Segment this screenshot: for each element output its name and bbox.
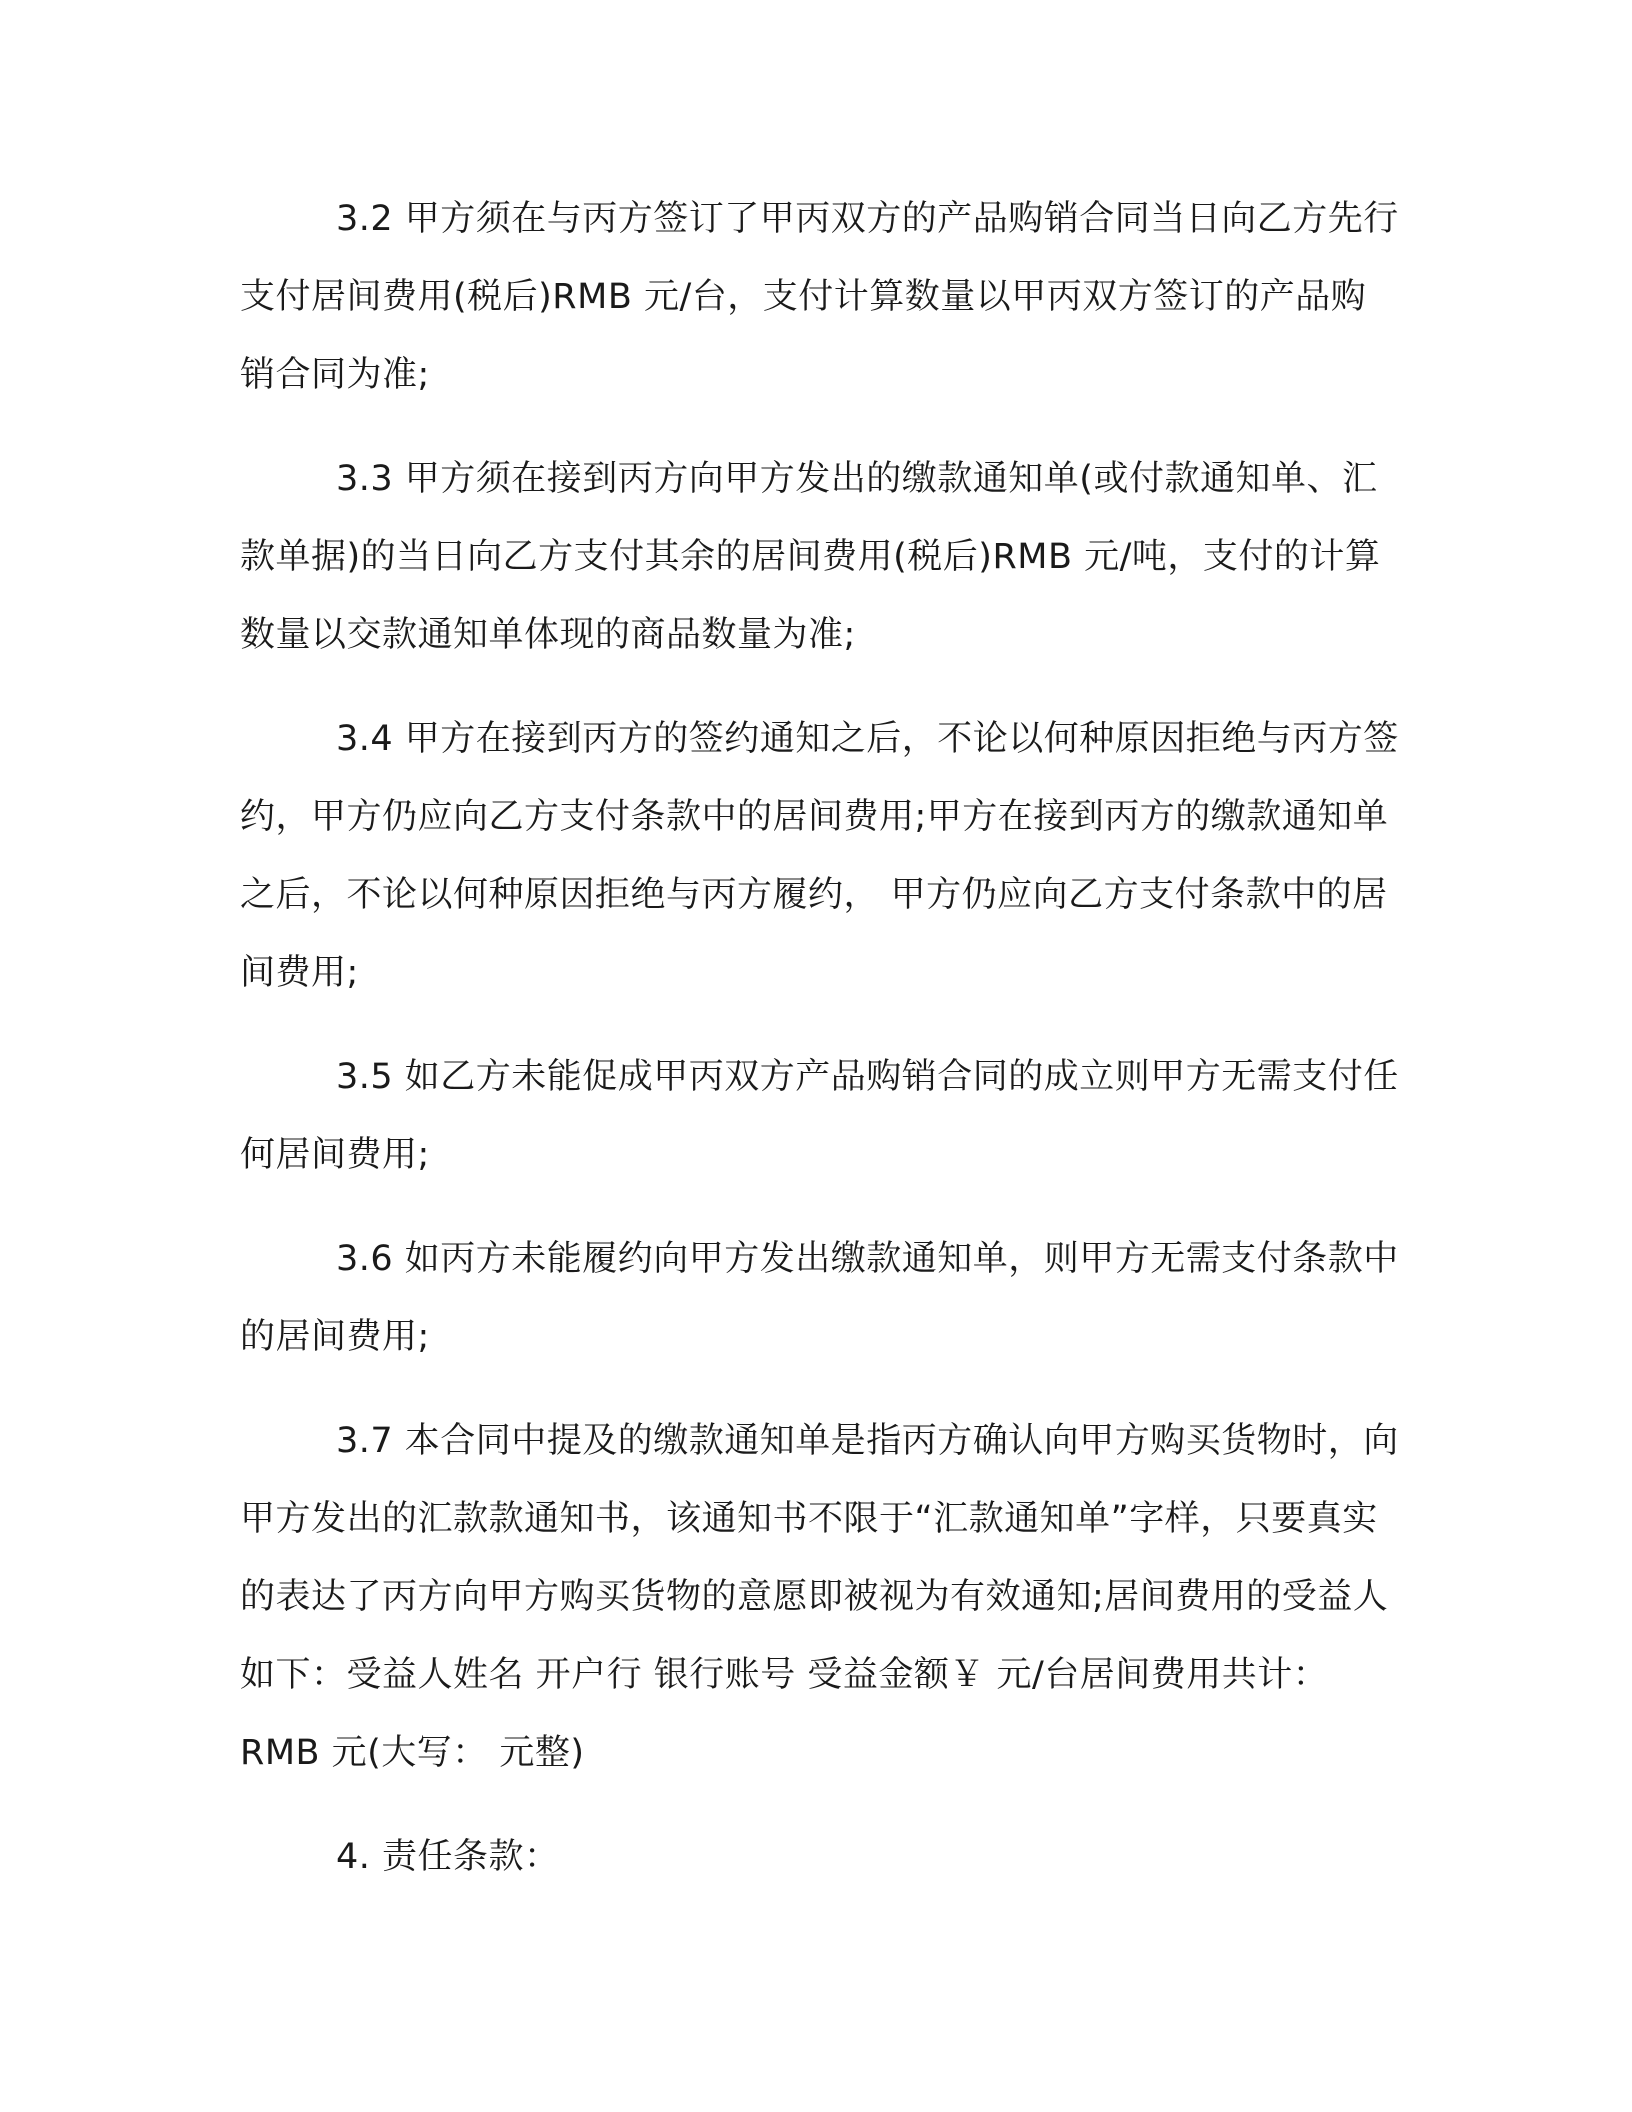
clause-3-5: 3.5 如乙方未能促成甲丙双方产品购销合同的成立则甲方无需支付任何居间费用; [240, 1057, 1399, 1175]
clause-3-6: 3.6 如丙方未能履约向甲方发出缴款通知单，则甲方无需支付条款中的居间费用; [240, 1239, 1399, 1357]
section-4-heading: 4. 责任条款： [336, 1837, 560, 1877]
clause-3-7: 3.7 本合同中提及的缴款通知单是指丙方确认向甲方购买货物时，向甲方发出的汇款款通知书，该通知书不限于“汇款通知单”字样，只要真实的表达了丙方向甲方购买货物的意愿即被视为有效通知;居间费用的受益人如下：受益人姓名 开户行 银行账号 受益金额￥ 元/台居间费用共计：RMB 元(大写： 元整) [240, 1421, 1399, 1773]
clause-3-4: 3.4 甲方在接到丙方的签约通知之后，不论以何种原因拒绝与丙方签约，甲方仍应向乙方支付条款中的居间费用;甲方在接到丙方的缴款通知单之后，不论以何种原因拒绝与丙方履约， 甲方仍应向乙方支付条款中的居间费用; [240, 719, 1399, 993]
clause-3-3: 3.3 甲方须在接到丙方向甲方发出的缴款通知单(或付款通知单、汇款单据)的当日向乙方支付其余的居间费用(税后)RMB 元/吨，支付的计算数量以交款通知单体现的商品数量为准; [240, 459, 1381, 655]
clause-3-2: 3.2 甲方须在与丙方签订了甲丙双方的产品购销合同当日向乙方先行支付居间费用(税后)RMB 元/台，支付计算数量以甲丙双方签订的产品购销合同为准; [240, 199, 1399, 395]
contract-body [240, 180, 1400, 1896]
